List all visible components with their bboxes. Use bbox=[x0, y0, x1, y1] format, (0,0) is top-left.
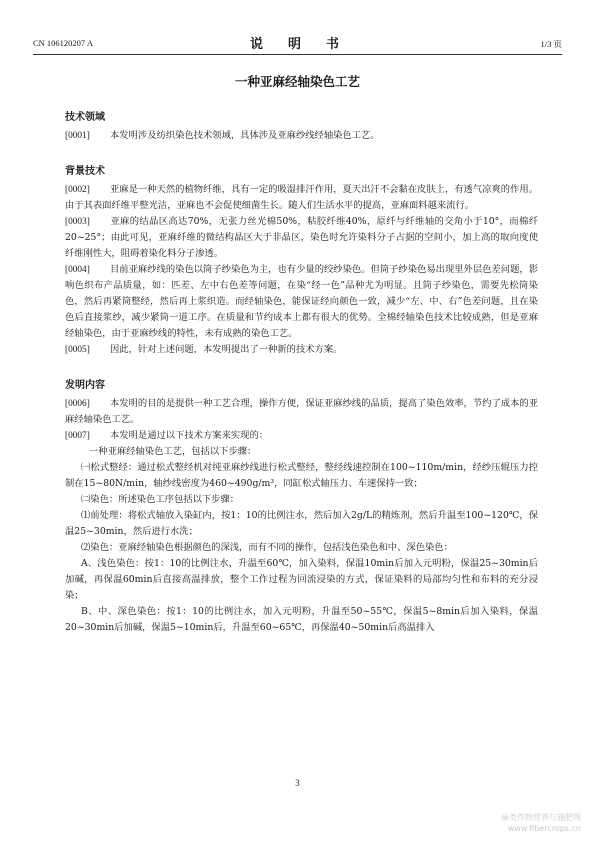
substep-dyeing: ⑵染色：亚麻经轴染色根据颜色的深浅，而有不同的操作，包括浅色染色和中、深色染色： bbox=[81, 542, 453, 553]
process-intro-line: 一种亚麻经轴染色工艺，包括以下步骤： bbox=[89, 446, 257, 457]
paragraph-text: 目前亚麻纱线的染色以筒子纱染色为主，也有少量的绞纱染色。但筒子纱染色易出现里外层色差问题，影响色织布产品质量，如：匹差、左中右色差等问题，在染“经一色”品种尤为明显。且筒子纱染色，需要先松筒染色，然后再紧筒整经，然后再上浆织造。而经轴染色，能保证经向颜色一致，减少“左、中、右”色差问题，且在染色后直接浆纱，减少紧筒一道工序。在质量和节约成本上都有很大的优势。全棉经轴染色技术比较成熟，但是亚麻经轴染色，由于亚麻纱线的特性，未有成熟的染色工艺。 bbox=[65, 264, 538, 339]
document-number: CN 106120207 A bbox=[33, 38, 93, 48]
section-heading-technical-field: 技术领域 bbox=[65, 112, 105, 123]
medium-dark-color-dyeing: B、中、深色染色：按1：10的比例注水，加入元明粉，升温至50~55℃，保温5~8min后加入染料，保温20~30min后加碱，保温5~10min后，升温至60~65℃，再保温40~50min后高温排入 bbox=[65, 606, 538, 633]
paragraph-text: 本发明是通过以下技术方案来实现的： bbox=[110, 430, 269, 441]
step-loose-warping: ㈠松式整经：通过松式整经机对纯亚麻纱线进行松式整经，整经线速控制在100~110m/min，经纱压辊压力控制在15~80N/min，轴纱线密度为460~490g/m³，同缸松式轴压力、车速保持一致； bbox=[65, 462, 538, 489]
document-title: 一种亚麻经轴染色工艺 bbox=[234, 74, 360, 89]
watermark-url: www.fibercrops.cn bbox=[507, 824, 581, 833]
paragraph-0006 bbox=[65, 396, 538, 428]
paragraph-number: [0004] bbox=[65, 265, 90, 275]
page-number: 3 bbox=[295, 778, 300, 788]
substep-pretreatment: ⑴前处理：将松式轴放入染缸内，按1：10的比例注水，然后加入2g/L的精炼剂，然后升温至100~120℃，保温25~30min，然后进行水洗； bbox=[65, 510, 538, 537]
step-dyeing: ㈡染色：所述染色工序包括以下步骤： bbox=[81, 494, 240, 505]
light-color-dyeing: A、浅色染色：按1：10的比例注水，升温至60℃，加入染料，保温10min后加入元明粉，保温25~30min后加碱，再保温60min后直接高温排放，整个工作过程为回流浸染的方式，保证染料的局部均匀性和布料的充分浸染； bbox=[65, 558, 538, 601]
paragraph-0001 bbox=[65, 128, 538, 144]
paragraph-0002 bbox=[65, 182, 538, 214]
paragraph-number: [0003] bbox=[65, 217, 90, 227]
paragraph-number: [0002] bbox=[65, 185, 90, 195]
paragraph-0003 bbox=[65, 214, 538, 262]
paragraph-number: [0007] bbox=[65, 431, 90, 441]
section-heading-background: 背景技术 bbox=[65, 166, 105, 177]
paragraph-number: [0006] bbox=[65, 399, 90, 409]
paragraph-number: [0001] bbox=[65, 131, 90, 141]
paragraph-number: [0005] bbox=[65, 345, 90, 355]
paragraph-text: 亚麻的结晶区高达70%，无张力丝光棉50%，粘胶纤维40%，原纤与纤维轴的交角小于10°，而棉纤20~25°；由此可见，亚麻纤维的微结构晶区大于非晶区，染色时允许染料分子占据的空间小，加上高的取向度使纤维刚性大，阻碍着染化料分子渗透。 bbox=[65, 216, 538, 259]
paragraph-text: 因此，针对上述问题，本发明提出了一种新的技术方案。 bbox=[110, 344, 343, 355]
page-indicator: 1/3 页 bbox=[540, 39, 562, 49]
paragraph-0005 bbox=[65, 342, 538, 358]
document-body bbox=[65, 102, 538, 636]
paragraph-0007 bbox=[65, 428, 538, 444]
paragraph-text: 本发明的目的是提供一种工艺合理，操作方便，保证亚麻纱线的品质，提高了染色效率，节约了成本的亚麻经轴染色工艺。 bbox=[65, 398, 538, 425]
page-header bbox=[33, 30, 562, 55]
paragraph-0004 bbox=[65, 262, 538, 342]
watermark bbox=[501, 812, 581, 834]
paragraph-text: 本发明涉及纺织染色技术领域，具体涉及亚麻纱线经轴染色工艺。 bbox=[110, 130, 380, 141]
document-type: 说 明 书 bbox=[249, 37, 345, 52]
watermark-line: 麻类作物营养与施肥网 bbox=[501, 813, 581, 822]
section-heading-summary: 发明内容 bbox=[65, 380, 105, 391]
paragraph-text: 亚麻是一种天然的植物纤维，具有一定的吸湿排汗作用，夏天出汗不会黏在皮肤上，有透气凉爽的作用。由于其表面纤维平整光洁，亚麻也不会促使细菌生长。随人们生活水平的提高，亚麻面料越来流行。 bbox=[65, 184, 538, 211]
